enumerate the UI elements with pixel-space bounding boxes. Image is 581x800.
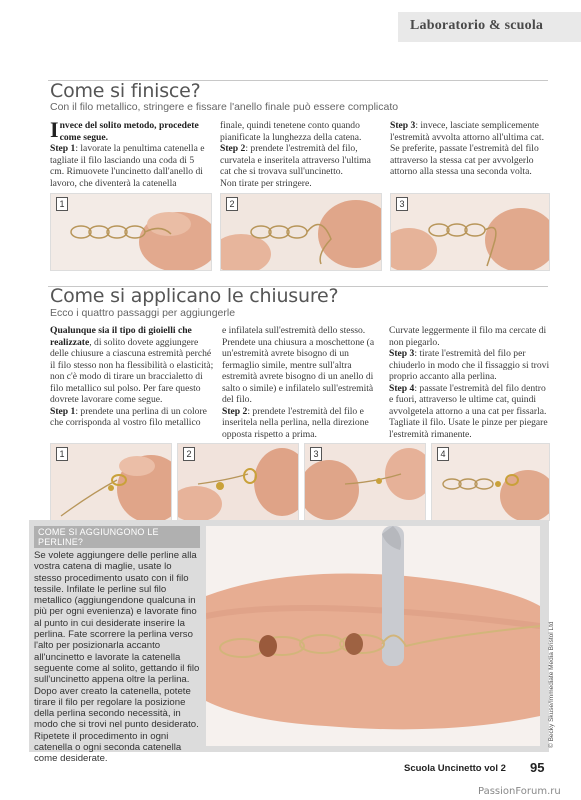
step-photo <box>50 193 212 271</box>
step-label: Step 4 <box>389 382 415 394</box>
step-number: 2 <box>183 447 195 461</box>
step-label: Step 2 <box>220 143 246 154</box>
section1-column-2 <box>220 120 380 189</box>
section2-title: Come si applicano le chiusure? <box>50 285 339 307</box>
step-number: 4 <box>437 447 449 461</box>
step-text: : lavorate la penultima catenella e tagliate il filo lasciando una coda di 5 cm. Rimuovete l'uncinetto dall'anello di lavoro, che diventerà la catenella <box>50 143 205 189</box>
tip-box-body <box>34 550 200 765</box>
photo-credit: © Becky Skuse/Immediate Media Bristol Ltd <box>548 621 555 748</box>
section2-column-3 <box>389 325 551 440</box>
tip-box-paragraph: Se volete aggiungere delle perline alla vostra catena di maglie, usate lo stesso procedimento usato con il filo tessile. Infilate le perline sul filo metallico (aggiungendone qualcuna in più per ogni evenienza) e lavorate fino al punto in cui desiderate inserire la perlina. Fate scorrere la perlina verso l'alto per posizionarla accanto all'uncinetto e lavorate la catenella seguente come al solito, gettando il filo sull'uncinetto appena oltre la perlina. Dopo aver creato la catenella, potete tirare il filo per regolare la posizione della perlina secondo necessità, in modo che si trovi nel punto desiderato. Ripetete il procedimento in ogni catenella o ogni seconda catenella come desiderate. <box>34 550 200 765</box>
tip-box-heading: COME SI AGGIUNGONO LE PERLINE? <box>34 526 200 548</box>
page-number: 95 <box>530 760 545 775</box>
step-photo <box>431 443 550 521</box>
step-label: Step 3 <box>389 348 415 359</box>
step-photo <box>304 443 426 521</box>
section1-title: Come si finisce? <box>50 80 201 102</box>
section1-subtitle: Con il filo metallico, stringere e fissare l'anello finale può essere complicato <box>50 101 399 113</box>
step-label: Step 3 <box>390 120 416 131</box>
step-photo <box>177 443 299 521</box>
step-text: : prendete l'estremità del filo e inseritela nella perlina, nella direzione opposta rispetto a prima. <box>222 405 369 440</box>
step-text: : tirate l'estremità del filo per chiuderlo in modo che il fissaggio si trovi proprio accanto alla perlina. <box>389 348 550 382</box>
section2-subtitle: Ecco i quattro passaggi per aggiungerle <box>50 307 236 319</box>
beads-photo <box>206 526 540 746</box>
magazine-name: Scuola Uncinetto vol 2 <box>404 763 506 774</box>
section2-column-2 <box>222 325 382 440</box>
body-text: finale, quindi tenetene conto quando pianificate la lunghezza della catena. <box>220 120 362 143</box>
body-text: Non tirate per stringere. <box>220 177 312 189</box>
step-text: : prendete l'estremità del filo, curvatela e inseritela attraverso l'ultima cat che si trovava sull'uncinetto. <box>220 143 371 177</box>
drop-cap: I <box>50 117 59 142</box>
step-label: Step 1 <box>50 405 76 417</box>
body-text: e infilatela sull'estremità dello stesso. Prendete una chiusura a moschettone (a un'estremità avrete bisogno di un fermaglio simile, mentre sull'altra estremità avrete bisogno di un anello di salto o simile) e infilatelo sull'estremità del filo. <box>222 325 375 405</box>
step-text: : invece, lasciate semplicemente l'estremità avvolta attorno all'ultima cat. Se preferite, passate l'estremità del filo attraverso la stessa cat per avvolgerlo attorno alla stessa una seconda volta. <box>390 120 544 177</box>
step-text: : passate l'estremità del filo dentro e fuori, attraverso le ultime cat, quindi avvolgetela attorno a una cat per fissarla. Tagliate il filo. Usate le pinze per piegare l'estremità rimanente. <box>389 382 548 440</box>
section1-column-1 <box>50 117 210 189</box>
step-label: Step 2 <box>222 405 248 417</box>
section1-column-3 <box>390 120 550 178</box>
step-number: 1 <box>56 197 68 211</box>
step-photo <box>50 443 172 521</box>
step-photo <box>390 193 550 271</box>
lead-text: nvece del solito metodo, procedete come segue. <box>59 120 199 143</box>
step-number: 3 <box>310 447 322 461</box>
step-photo <box>220 193 382 271</box>
step-number: 3 <box>396 197 408 211</box>
step-number: 1 <box>56 447 68 461</box>
step-label: Step 1 <box>50 143 76 154</box>
page-section-title: Laboratorio & scuola <box>410 18 544 33</box>
section2-column-1 <box>50 325 215 429</box>
lead-text: Qualunque sia il tipo di gioielli che realizzate <box>50 325 192 348</box>
body-text: , di solito dovete aggiungere delle chiusure a ciascuna estremità perché il filo stesso non ha flessibilità o elasticità; non c'è modo di tirare un braccialetto di filo metallico sul polso. Per fare questo dovrete lavorare come segue. <box>50 336 214 405</box>
watermark: PassionForum.ru <box>478 786 561 797</box>
step-number: 2 <box>226 197 238 211</box>
body-text: Curvate leggermente il filo ma cercate di non piegarlo. <box>389 325 547 348</box>
tip-box-text-area <box>34 526 200 765</box>
step-text: : prendete una perlina di un colore che corrisponda al vostro filo metallico <box>50 405 207 428</box>
